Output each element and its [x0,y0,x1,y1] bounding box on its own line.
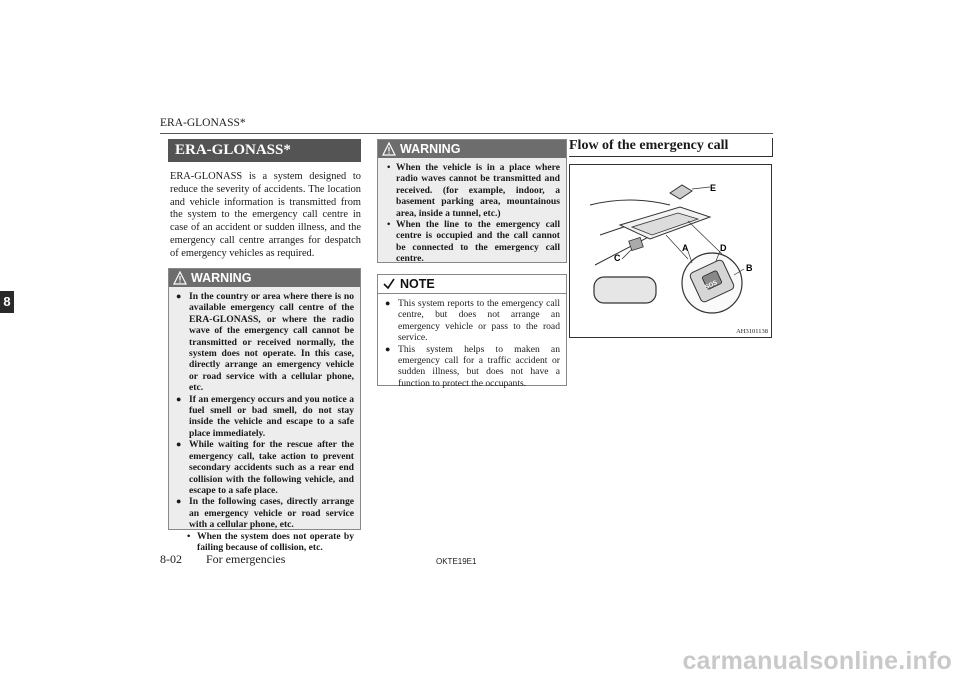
watermark: carmanualsonline.info [682,647,952,675]
warning-body [378,158,566,270]
list-item: ● This system reports to the emergency call centre, but does not arrange an emergency vehicle or pass to the road service. [385,298,560,344]
list-item: ● This system helps to maken an emergency call for a traffic accident or sudden illness, but does not have a function to protect the occupants. [385,343,560,389]
warning-header [378,140,566,158]
sos-button-label: SOS [704,280,719,291]
figure-code: AH3101138 [736,328,768,335]
intro-paragraph: ERA-GLONASS is a system designed to reduce the severity of accidents. The location and vehicle information is transmitted from the system to the emergency call centre in case of an accident or sudden illness, and the emergency call centre arranges for despatch of emergency vehicles as required. [170,171,361,259]
warning-box-middle [377,139,567,263]
header-divider [160,133,773,134]
page-number: 8-02 [160,552,182,566]
document-code: OKTE19E1 [436,557,477,566]
warning-header [169,269,360,287]
warning-triangle-icon [382,142,396,156]
note-header [378,275,566,294]
list-item: ● In the country or area where there is no available emergency call centre of the ERA-GLONASS, or where the radio wave of the emergency call cannot be transmitted or received normally, the system does not operate. In this case, directly arrange an emergency vehicle or road service with a cellular phone, etc. [176,291,354,394]
bullet-icon: ● [385,343,391,354]
overhead-console-illustration [570,165,771,337]
note-label: NOTE [400,277,435,291]
page-footer [160,552,285,567]
list-item: • When the line to the emergency call centre is occupied and the call cannot be connected to the emergency call centre. [387,219,560,265]
list-item: • When the vehicle is in a place where radio waves cannot be transmitted and received. (for example, indoor, a basement parking area, mountainous area, inside a tunnel, etc.) [387,162,560,219]
bullet-icon: ● [176,439,182,450]
list-item: ● While waiting for the rescue after the emergency call, take action to prevent secondary accidents such as a rear end collision with the following vehicle, and escape to a safe place. [176,439,354,496]
sos-figure [569,164,772,338]
warning-box-left [168,268,361,553]
callout-c: C [614,253,621,263]
sub-bullet-icon: • [187,530,191,542]
callout-e: E [710,183,717,193]
warning-body [169,287,360,558]
warning-triangle-icon [173,271,187,285]
bullet-icon: ● [176,496,182,507]
callout-d: D [720,243,727,253]
running-header: ERA-GLONASS* [160,117,246,129]
bullet-icon: ● [385,298,391,308]
callout-b: B [746,263,753,273]
warning-label: WARNING [191,271,252,285]
flow-section-title: Flow of the emergency call [569,138,773,157]
sub-list-item: • When the system does not operate by failing because of collision, etc. [187,530,354,553]
note-check-icon [382,277,396,291]
chapter-tab: 8 [0,291,14,313]
bullet-icon: • [387,162,391,173]
bullet-icon: • [387,219,391,231]
list-item: ● If an emergency occurs and you notice a fuel smell or bad smell, do not stay inside the vehicle and escape to a safe place immediately. [176,393,354,439]
callout-a: A [682,243,689,253]
mirror-shape [594,277,656,303]
bullet-icon: ● [176,291,182,301]
section-title: ERA-GLONASS* [168,139,361,162]
note-box [377,274,567,389]
light-unit-shape [670,185,692,199]
list-item: ● In the following cases, directly arrange an emergency vehicle or road service with a cellular phone, etc. [176,496,354,531]
note-body [378,294,566,394]
bullet-icon: ● [176,393,182,404]
warning-label: WARNING [400,142,461,156]
chapter-name: For emergencies [206,552,286,566]
